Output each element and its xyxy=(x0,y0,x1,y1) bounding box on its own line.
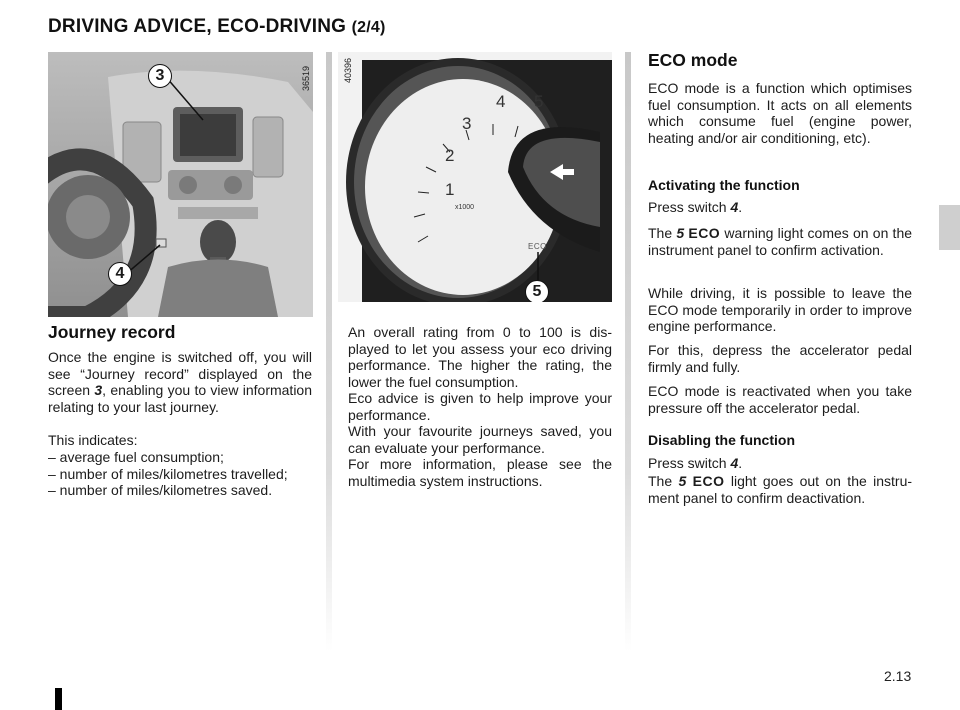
journey-record-heading: Journey record xyxy=(48,322,176,342)
list-item: – number of miles/kilometres saved. xyxy=(48,482,273,498)
column-divider xyxy=(625,52,631,652)
dial-unit: x1000 xyxy=(455,204,475,211)
switch-ref: 4 xyxy=(730,199,739,215)
activate-instruction: Press switch 4. xyxy=(648,199,743,215)
indicates-intro: This indicates: xyxy=(48,432,138,448)
disabling-heading: Disabling the function xyxy=(648,432,795,448)
page-number: 2.13 xyxy=(884,668,912,684)
activation-light-text: The 5 ECO warning light comes on on the instrument panel to confirm activation. xyxy=(648,225,913,258)
dial-number-2: 2 xyxy=(445,146,455,165)
deactivate-instruction: Press switch 4. xyxy=(648,455,743,471)
list-item: – average fuel consumption; xyxy=(48,449,224,465)
dial-number-4: 4 xyxy=(496,92,506,111)
light-ref: 5 xyxy=(678,473,687,489)
callout-5: 5 xyxy=(525,280,549,302)
activating-heading: Activating the function xyxy=(648,177,800,193)
journey-list xyxy=(48,449,318,499)
light-ref: 5 xyxy=(676,225,685,241)
eco-symbol: ECO xyxy=(688,225,721,241)
dial-number-1: 1 xyxy=(445,180,455,199)
eco-lamp: ECO xyxy=(528,242,547,251)
rating-text: An overall rating from 0 to 100 is displayed to let you assess your eco driving performance. The higher the rating, the lower the fuel consumption. Eco advice is given to help improve your performance. With your favourite journeys saved, you can evaluate your performance. For more information, please see the multimedia system instructions. xyxy=(348,324,612,489)
callout-4: 4 xyxy=(108,262,132,286)
screen-ref: 3 xyxy=(94,382,103,398)
leave-eco-text: While driving, it is possible to leave the ECO mode temporarily in order to improve engine performance. xyxy=(648,285,912,334)
dial-number-5: 5 xyxy=(534,92,544,111)
deactivation-light-text: The 5 ECO light goes out on the instrument panel to confirm deactivation. xyxy=(648,473,913,506)
eco-mode-heading: ECO mode xyxy=(648,50,738,70)
journey-paragraph: Once the engine is switched off, you will see “Journey record” displayed on the screen 3, enabling you to view information relating to your last journey. xyxy=(48,349,312,415)
instrument-cluster-figure xyxy=(338,52,612,302)
callout-3: 3 xyxy=(148,64,172,88)
chapter-tab xyxy=(939,205,960,250)
eco-symbol: ECO xyxy=(692,473,725,489)
figure-ref-code: 36519 xyxy=(301,66,311,92)
depress-pedal-text: For this, depress the accelerator pedal firmly and fully. xyxy=(648,342,912,375)
crop-mark xyxy=(55,688,62,710)
figure-ref-code: 40396 xyxy=(343,58,353,84)
switch-ref: 4 xyxy=(730,455,739,471)
dashboard-figure xyxy=(48,52,313,317)
title-part: (2/4) xyxy=(351,19,386,36)
list-item: – number of miles/kilometres travelled; xyxy=(48,465,288,482)
dial-number-3: 3 xyxy=(462,114,472,133)
page-title: DRIVING ADVICE, ECO-DRIVING (2/4) xyxy=(48,16,386,37)
column-divider xyxy=(326,52,332,652)
eco-intro: ECO mode is a function which optimises fuel consumption. It acts on all elements which consume fuel (engine power, heating and/or air conditioning, etc). xyxy=(648,80,912,146)
reactivate-text: ECO mode is reactivated when you take pressure off the accelerator pedal. xyxy=(648,383,912,416)
